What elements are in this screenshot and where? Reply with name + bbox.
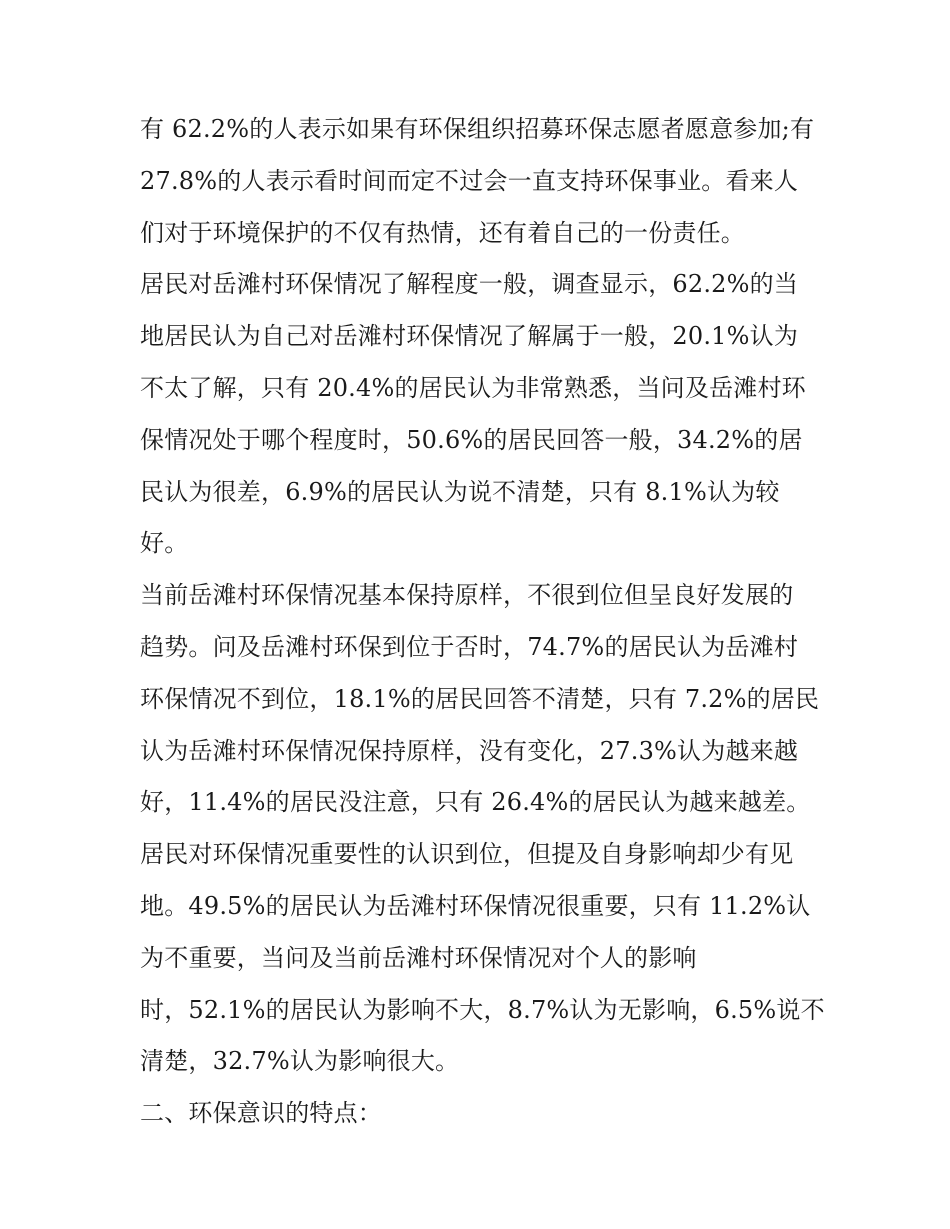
text-line: 居民对环保情况重要性的认识到位，但提及自身影响却少有见: [140, 840, 794, 869]
text-line: 地居民认为自己对岳滩村环保情况了解属于一般，20.1%认为: [140, 322, 799, 351]
text-line: 环保情况不到位，18.1%的居民回答不清楚，只有 7.2%的居民: [140, 684, 820, 713]
text-line: 清楚，32.7%认为影响很大。: [140, 1047, 460, 1076]
text-line: 好，11.4%的居民没注意，只有 26.4%的居民认为越来越差。: [140, 788, 811, 817]
text-line: 们对于环境保护的不仅有热情，还有着自己的一份责任。: [140, 218, 745, 247]
text-line: 地。49.5%的居民认为岳滩村环保情况很重要，只有 11.2%认: [140, 891, 811, 920]
text-line: 认为岳滩村环保情况保持原样，没有变化，27.3%认为越来越: [140, 736, 799, 765]
text-line: 当前岳滩村环保情况基本保持原样，不很到位但呈良好发展的: [140, 581, 794, 610]
text-line: 好。: [140, 529, 189, 558]
text-line: 民认为很差，6.9%的居民认为说不清楚，只有 8.1%认为较: [140, 477, 780, 506]
body-text: [140, 104, 825, 1140]
section-heading: 二、环保意识的特点：: [140, 1099, 382, 1128]
text-line: 保情况处于哪个程度时，50.6%的居民回答一般，34.2%的居: [140, 425, 803, 454]
text-line: 为不重要，当问及当前岳滩村环保情况对个人的影响: [140, 943, 697, 972]
text-line: 趋势。问及岳滩村环保到位于否时，74.7%的居民认为岳滩村: [140, 632, 799, 661]
text-line: 时，52.1%的居民认为影响不大，8.7%认为无影响，6.5%说不: [140, 995, 825, 1024]
text-line: 27.8%的人表示看时间而定不过会一直支持环保事业。看来人: [140, 166, 799, 195]
text-line: 有 62.2%的人表示如果有环保组织招募环保志愿者愿意参加;有: [140, 115, 815, 143]
text-line: 不太了解，只有 20.4%的居民认为非常熟悉，当问及岳滩村环: [140, 373, 806, 402]
text-line: 居民对岳滩村环保情况了解程度一般，调查显示，62.2%的当: [140, 270, 799, 299]
